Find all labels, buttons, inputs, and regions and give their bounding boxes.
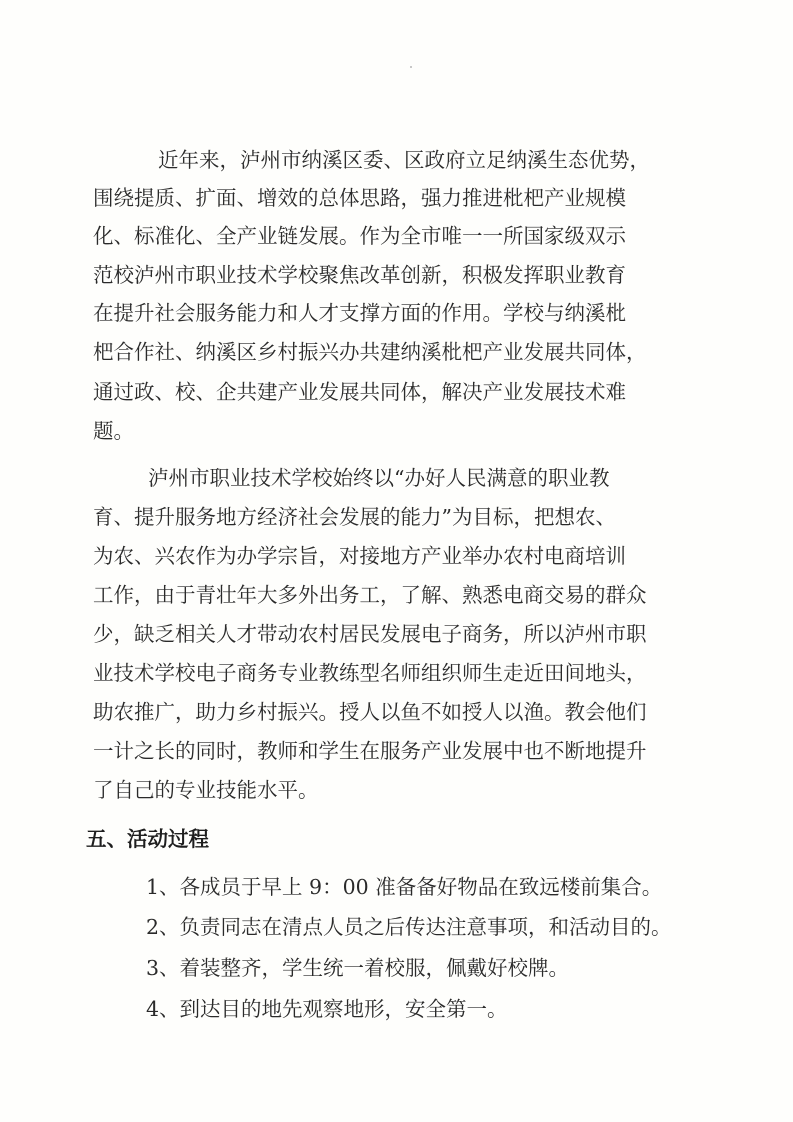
activity-step-4: 4、到达目的地先观察地形，安全第一。	[146, 997, 508, 1021]
paragraph2-line-8: 一计之长的同时，教师和学生在服务产业发展中也不断地提升	[93, 739, 647, 763]
activity-step-3: 3、着装整齐，学生统一着校服，佩戴好校牌。	[146, 956, 570, 980]
paragraph2-line-9: 了自己的专业技能水平。	[93, 778, 319, 802]
paragraph2-line-6: 业技术学校电子商务专业教练型名师组织师生走近田间地头，	[93, 661, 647, 685]
paragraph2-line-7: 助农推广，助力乡村振兴。授人以鱼不如授人以渔。教会他们	[93, 700, 647, 724]
paragraph1-line-8: 题。	[93, 419, 134, 443]
activity-step-1: 1、各成员于早上 9：00 准备备好物品在致远楼前集合。	[146, 875, 663, 899]
section-heading: 五、活动过程	[86, 827, 209, 851]
activity-step-2: 2、负责同志在清点人员之后传达注意事项，和活动目的。	[146, 915, 672, 939]
paragraph2-line-3: 为农、兴农作为办学宗旨，对接地方产业举办农村电商培训	[93, 544, 626, 568]
paragraph1-line-6: 杷合作社、纳溪区乡村振兴办共建纳溪枇杷产业发展共同体，	[93, 340, 647, 364]
paragraph1-line-3: 化、标准化、全产业链发展。作为全市唯一一所国家级双示	[93, 224, 626, 248]
paragraph1-line-7: 通过政、校、企共建产业发展共同体，解决产业发展技术难	[93, 380, 626, 404]
paragraph2-line-5: 少，缺乏相关人才带动农村居民发展电子商务，所以泸州市职	[93, 622, 647, 646]
paragraph2-line-1: 泸州市职业技术学校始终以“办好人民满意的职业教	[148, 466, 610, 490]
paragraph2-line-2: 育、提升服务地方经济社会发展的能力”为目标，把想农、	[93, 505, 616, 529]
paragraph1-line-5: 在提升社会服务能力和人才支撑方面的作用。学校与纳溪枇	[93, 301, 626, 325]
paragraph1-line-4: 范校泸州市职业技术学校聚焦改革创新，积极发挥职业教育	[93, 263, 626, 287]
paragraph2-line-4: 工作，由于青壮年大多外出务工，了解、熟悉电商交易的群众	[93, 583, 647, 607]
paragraph1-line-1: 近年来，泸州市纳溪区委、区政府立足纳溪生态优势，	[158, 148, 650, 172]
scan-speck	[410, 66, 412, 68]
paragraph1-line-2: 围绕提质、扩面、增效的总体思路，强力推进枇杷产业规模	[93, 186, 626, 210]
